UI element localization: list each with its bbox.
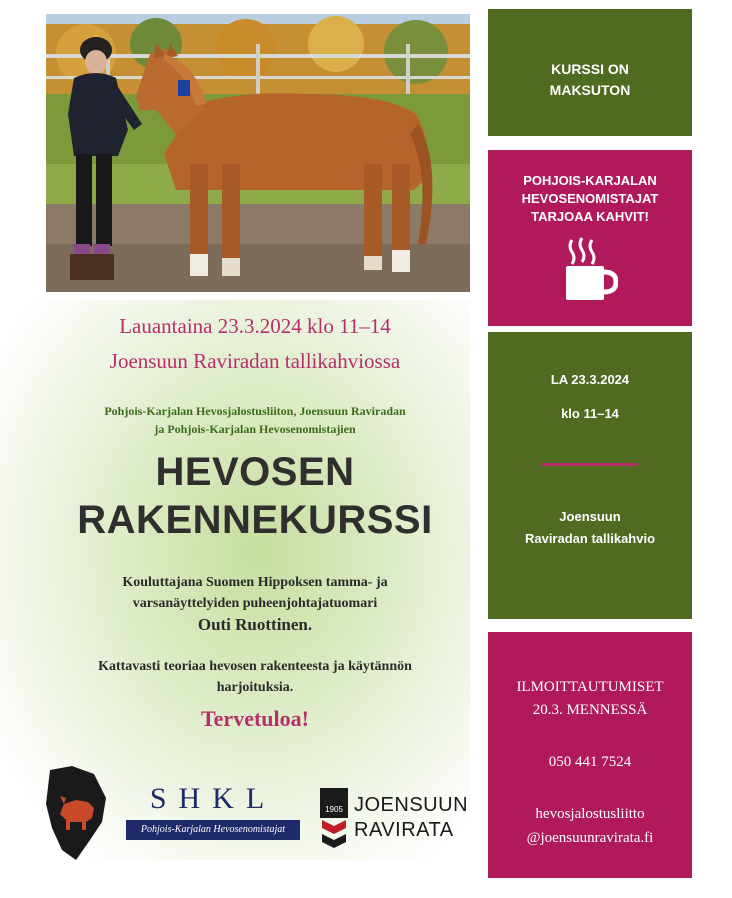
sidebar-place-line-2: Raviradan tallikahvio	[524, 531, 656, 546]
free-line-2: MAKSUTON	[549, 82, 631, 98]
jr-line-2: RAVIRATA	[354, 819, 454, 841]
shkl-letters: SHKL	[149, 782, 277, 815]
coffee-box	[488, 150, 692, 326]
welcome-text: Tervetuloa!	[201, 706, 309, 731]
registration-email[interactable]	[488, 802, 692, 850]
sidebar-date: LA 23.3.2024	[550, 372, 630, 387]
course-title	[20, 448, 490, 544]
date-time-box	[488, 332, 692, 619]
horse-photo	[46, 14, 470, 292]
organizers-line-1: Pohjois-Karjalan Hevosjalostusliiton, Joensuun Raviradan	[104, 404, 406, 418]
joensuun-ravirata-emblem	[318, 786, 350, 852]
event-venue-line: Joensuun Raviradan tallikahviossa	[109, 349, 401, 373]
registration-email-line-1[interactable]: hevosjalostusliitto	[535, 806, 645, 822]
registration-email-line-2[interactable]: @joensuunravirata.fi	[526, 830, 654, 846]
divider-line	[542, 463, 638, 466]
jr-line-1: JOENSUUN	[354, 794, 469, 816]
registration-box	[488, 632, 692, 878]
sidebar-time: klo 11–14	[561, 406, 619, 421]
theory-text	[40, 656, 470, 698]
free-line-1: KURSSI ON	[551, 61, 629, 77]
theory-line-2: harjoituksia.	[216, 680, 294, 695]
trainer-line-2: varsanäyttelyiden puheenjohtajatuomari	[132, 596, 378, 611]
jr-year: 1905	[325, 805, 343, 814]
trainer-text	[40, 572, 470, 635]
coffee-line-1: POHJOIS-KARJALAN	[523, 173, 657, 188]
trainer-name-period: .	[307, 615, 313, 634]
event-date-line: Lauantaina 23.3.2024 klo 11–14	[119, 314, 391, 338]
registration-line-1: ILMOITTAUTUMISET	[516, 679, 664, 695]
coffee-line-2: HEVOSENOMISTAJAT	[521, 191, 659, 206]
trainer-line-1: Kouluttajana Suomen Hippoksen tamma- ja	[122, 575, 388, 590]
trainer-name: Outi Ruottinen	[197, 615, 308, 634]
registration-line-2: 20.3. MENNESSÄ	[532, 702, 648, 718]
free-course-box	[488, 9, 692, 136]
theory-line-1: Kattavasti teoriaa hevosen rakenteesta ja käytännön	[98, 659, 412, 674]
sidebar-place	[488, 506, 692, 550]
course-title-line-2: RAKENNEKURSSI	[77, 498, 433, 542]
shkl-ribbon: Pohjois-Karjalan Hevosenomistajat	[126, 820, 300, 840]
coffee-cup-icon	[562, 236, 618, 302]
sidebar-place-line-1: Joensuun	[559, 509, 621, 524]
coffee-line-3: TARJOAA KAHVIT!	[531, 209, 649, 224]
joensuun-ravirata-wordmark	[354, 793, 468, 843]
course-title-line-1: HEVOSEN	[155, 450, 355, 494]
organizers-text	[20, 402, 490, 438]
hevosjalostusliitto-map-logo	[42, 764, 112, 862]
trainer-name-line	[40, 614, 470, 635]
shkl-logo	[122, 782, 304, 846]
registration-phone[interactable]: 050 441 7524	[548, 754, 632, 770]
organizers-line-2: ja Pohjois-Karjalan Hevosenomistajien	[154, 422, 356, 436]
